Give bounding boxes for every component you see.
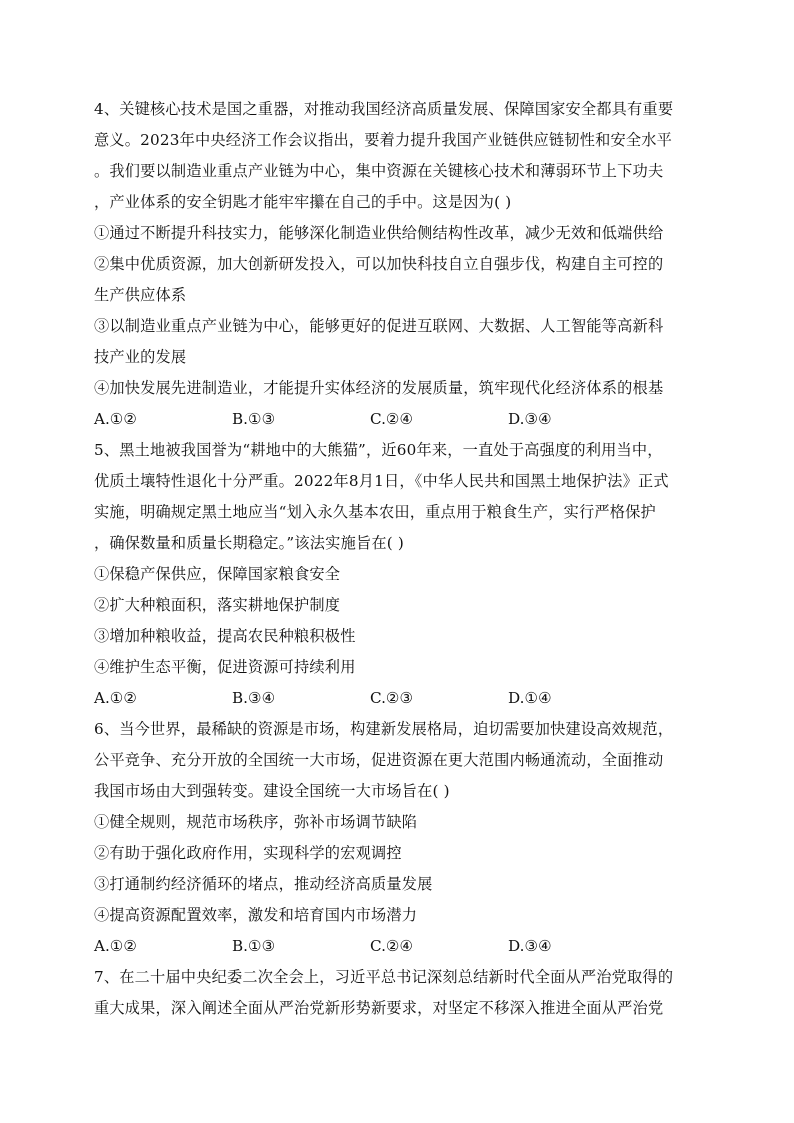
statement-line: ②扩大种粮面积，落实耕地保护制度 xyxy=(94,596,341,614)
option-b: B.①③ xyxy=(232,937,276,955)
option-c: C.②④ xyxy=(370,937,414,955)
question-text-line: 我国市场由大到强转变。建设全国统一大市场旨在( ) xyxy=(94,782,450,800)
statement-line: 技产业的发展 xyxy=(94,348,187,366)
statement-line: ①保稳产保供应，保障国家粮食安全 xyxy=(94,565,341,583)
question-5 xyxy=(94,435,704,714)
statement-line: ②集中优质资源，加大创新研发投入，可以加快科技自立自强步伐，构建自主可控的 xyxy=(94,255,664,273)
question-text-line: 6、当今世界，最稀缺的资源是市场，构建新发展格局，迫切需要加快建设高效规范， xyxy=(94,720,674,738)
option-a: A.①② xyxy=(94,937,138,955)
question-text-line: 优质土壤特性退化十分严重。2022年8月1日，《中华人民共和国黑土地保护法》正式 xyxy=(94,472,669,490)
option-c: C.②③ xyxy=(370,689,414,707)
answer-options xyxy=(94,931,704,962)
question-text-line: 7、在二十届中央纪委二次全会上，习近平总书记深刻总结新时代全面从严治党取得的 xyxy=(94,968,674,986)
question-text-line: 公平竞争、充分开放的全国统一大市场，促进资源在更大范围内畅通流动，全面推动 xyxy=(94,751,664,769)
statement-line: 生产供应体系 xyxy=(94,286,187,304)
statement-line: ①健全规则，规范市场秩序，弥补市场调节缺陷 xyxy=(94,813,418,831)
question-text-line: 意义。2023年中央经济工作会议指出，要着力提升我国产业链供应链韧性和安全水平 xyxy=(94,131,673,149)
question-text-line: 。我们要以制造业重点产业链为中心，集中资源在关键核心技术和薄弱环节上下功夫 xyxy=(94,162,664,180)
option-c: C.②④ xyxy=(370,410,414,428)
question-7 xyxy=(94,962,704,1024)
statement-line: ③增加种粮收益，提高农民种粮积极性 xyxy=(94,627,356,645)
statement-line: ①通过不断提升科技实力，能够深化制造业供给侧结构性改革，减少无效和低端供给 xyxy=(94,224,664,242)
option-d: D.①④ xyxy=(508,689,552,707)
option-d: D.③④ xyxy=(508,937,552,955)
question-text-line: ，产业体系的安全钥匙才能牢牢攥在自己的手中。这是因为( ) xyxy=(94,193,512,211)
question-text-line: 4、关键核心技术是国之重器，对推动我国经济高质量发展、保障国家安全都具有重要 xyxy=(94,100,674,118)
option-b: B.③④ xyxy=(232,689,276,707)
answer-options xyxy=(94,404,704,435)
option-d: D.③④ xyxy=(508,410,552,428)
question-6 xyxy=(94,714,704,962)
question-text-line: 重大成果，深入阐述全面从严治党新形势新要求，对坚定不移深入推进全面从严治党 xyxy=(94,999,664,1017)
answer-options xyxy=(94,683,704,714)
statement-line: ③打通制约经济循环的堵点，推动经济高质量发展 xyxy=(94,875,433,893)
option-a: A.①② xyxy=(94,410,138,428)
statement-line: ③以制造业重点产业链为中心，能够更好的促进互联网、大数据、人工智能等高新科 xyxy=(94,317,664,335)
statement-line: ④加快发展先进制造业，才能提升实体经济的发展质量，筑牢现代化经济体系的根基 xyxy=(94,379,664,397)
question-text-line: 5、黑土地被我国誉为“耕地中的大熊猫”，近60年来，一直处于高强度的利用当中， xyxy=(94,441,663,459)
question-text-line: ，确保数量和质量长期稳定。”该法实施旨在( ) xyxy=(94,534,405,552)
statement-line: ④提高资源配置效率，激发和培育国内市场潜力 xyxy=(94,906,418,924)
option-b: B.①③ xyxy=(232,410,276,428)
question-content xyxy=(94,94,704,1024)
question-4 xyxy=(94,94,704,435)
option-a: A.①② xyxy=(94,689,138,707)
statement-line: ②有助于强化政府作用，实现科学的宏观调控 xyxy=(94,844,402,862)
statement-line: ④维护生态平衡，促进资源可持续利用 xyxy=(94,658,356,676)
question-text-line: 实施，明确规定黑土地应当“划入永久基本农田，重点用于粮食生产，实行严格保护 xyxy=(94,503,656,521)
